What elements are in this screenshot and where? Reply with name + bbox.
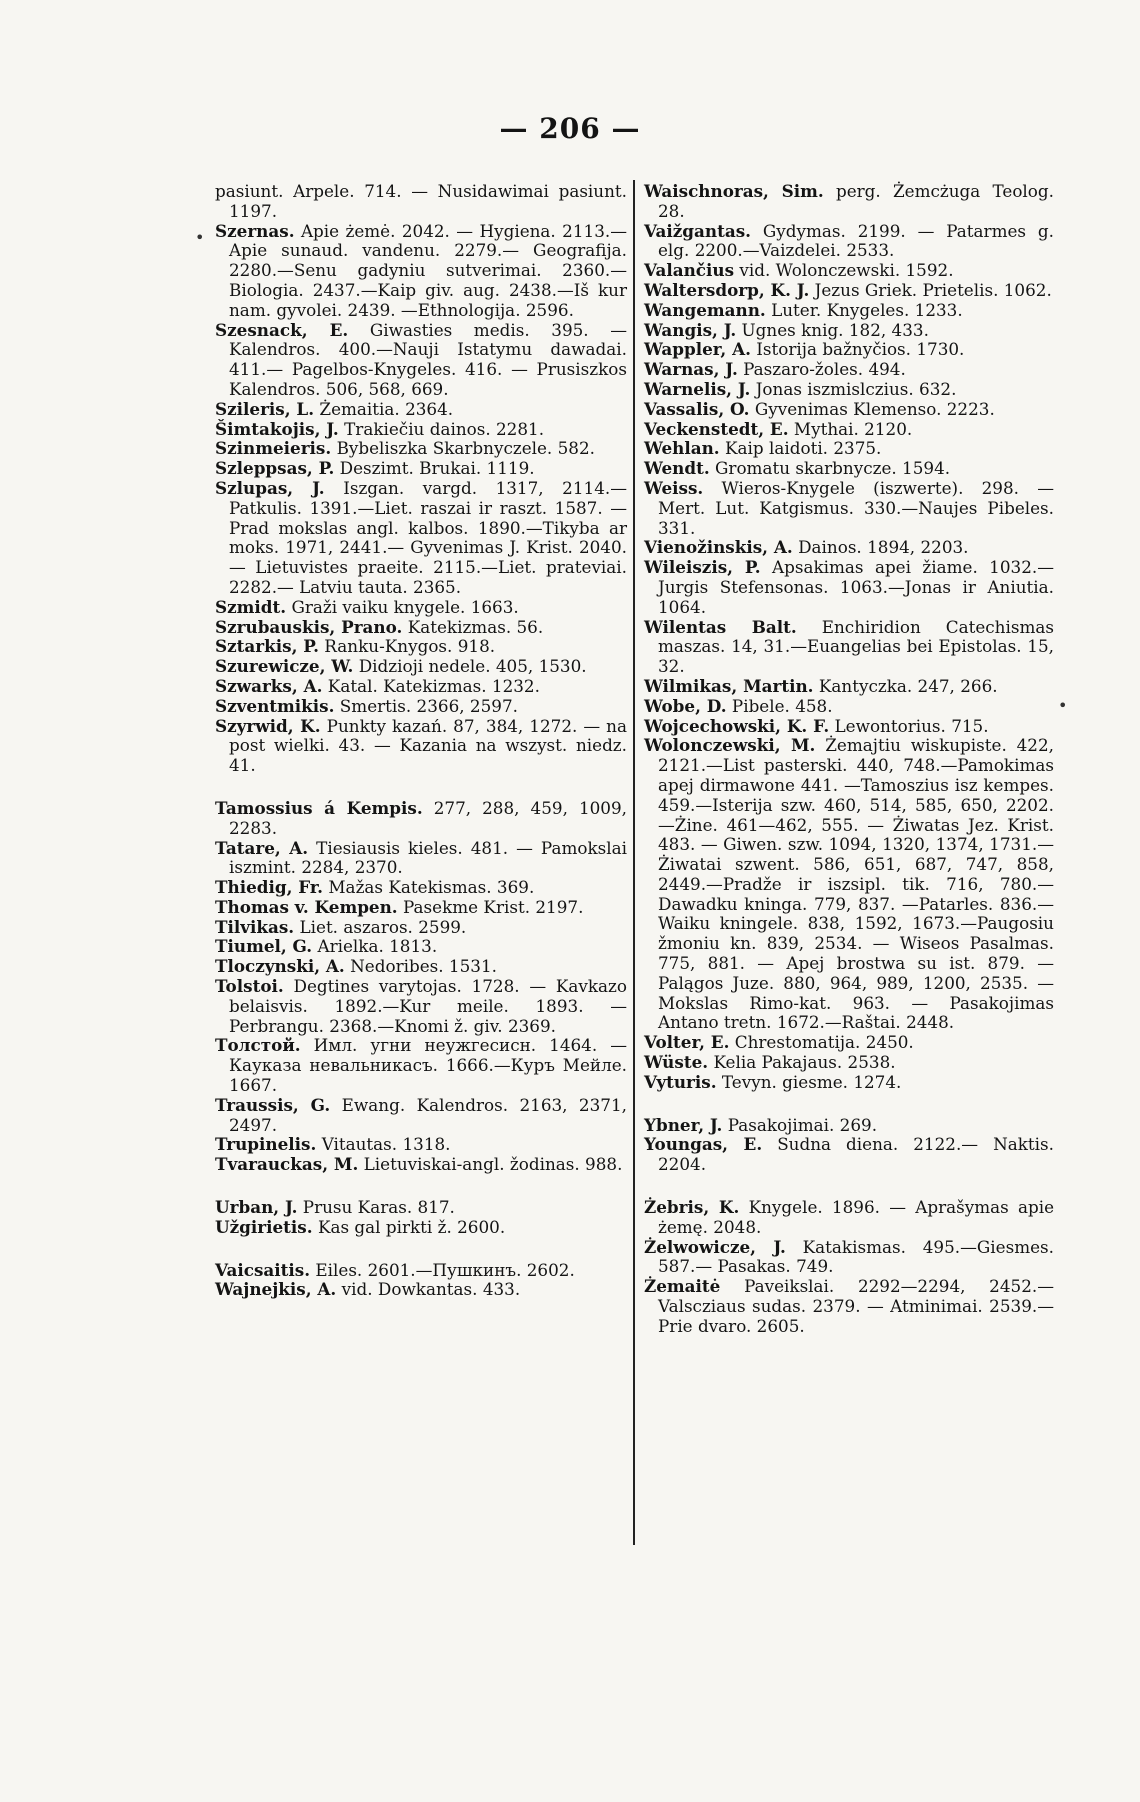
entry-author: Thiedig, Fr. — [215, 877, 324, 898]
entry-author: Vienožinskis, A. — [644, 537, 793, 558]
entry-works: Vitautas. 1318. — [321, 1134, 451, 1155]
index-entry — [215, 839, 627, 879]
index-entry — [644, 538, 1054, 558]
index-entry — [215, 717, 627, 776]
index-entry — [644, 301, 1054, 321]
entry-author: Sztarkis, P. — [215, 636, 319, 657]
section-gap — [215, 776, 627, 799]
index-entry — [215, 937, 627, 957]
index-entry — [215, 439, 627, 459]
entry-works: perg. Żemcżuga Teolog. 28. — [658, 181, 1054, 221]
entry-author: Tiumel, G. — [215, 936, 313, 957]
index-entry — [215, 799, 627, 839]
entry-author: Warnelis, J. — [644, 378, 751, 399]
entry-author: Wilentas Balt. — [644, 616, 797, 637]
entry-author: Wehlan. — [644, 438, 720, 459]
entry-author: Traussis, G. — [215, 1094, 331, 1115]
index-entry — [215, 637, 627, 657]
index-entry — [215, 1135, 627, 1155]
index-entry — [644, 618, 1054, 677]
entry-author: Szrubauskis, Prano. — [215, 616, 403, 637]
section-gap — [644, 1175, 1054, 1198]
entry-works: Lietuviskai-angl. žodinas. 988. — [363, 1154, 623, 1175]
entry-works: Giwasties medis. 395. — Kalendros. 400.—Nauji Istatymu dawadai. 411.— Pagelbos-Knygeles. 416. — Prusiszkos Kalendros. 506, 568, 669. — [229, 319, 627, 399]
entry-author: Weiss. — [644, 477, 704, 498]
entry-author: Wangemann. — [644, 299, 766, 320]
entry-works: Wieros-Knygele (iszwerte). 298. — Mert. Lut. Katgismus. 330.—Naujes Pibeles. 331. — [658, 477, 1054, 538]
entry-author: Wappler, A. — [644, 339, 751, 360]
entry-author: Szmidt. — [215, 596, 287, 617]
index-entry — [215, 1036, 627, 1095]
entry-author: Tamossius á Kempis. — [215, 797, 423, 818]
index-entry — [215, 898, 627, 918]
entry-author: Tvarauckas, M. — [215, 1154, 359, 1175]
entry-works: Paszaro-žoles. 494. — [743, 359, 906, 380]
entry-works: Prusu Karas. 817. — [302, 1197, 455, 1218]
entry-author: Wolonczewski, M. — [644, 735, 816, 756]
index-entry — [644, 400, 1054, 420]
right-column — [644, 182, 1054, 1337]
entry-author: Szlupas, J. — [215, 477, 325, 498]
index-entry — [644, 420, 1054, 440]
index-entry — [215, 697, 627, 717]
index-entry — [215, 977, 627, 1036]
entry-author: Szernas. — [215, 220, 295, 241]
index-entry — [215, 918, 627, 938]
entry-works: Pasekme Krist. 2197. — [403, 896, 584, 917]
index-entry — [644, 1277, 1054, 1336]
entry-author: Wileiszis, P. — [644, 557, 761, 578]
entry-author: Trupinelis. — [215, 1134, 317, 1155]
entry-works: Dainos. 1894, 2203. — [798, 537, 969, 558]
entry-author: Szileris, L. — [215, 398, 315, 419]
index-entry — [644, 182, 1054, 222]
index-entry — [215, 1218, 627, 1238]
index-entry — [644, 321, 1054, 341]
entry-works: Eiles. 2601.—Пушкинъ. 2602. — [315, 1259, 575, 1280]
index-entry — [215, 1280, 627, 1300]
entry-works: Jonas iszmislczius. 632. — [755, 378, 957, 399]
entry-works: Gyvenimas Klemenso. 2223. — [754, 398, 995, 419]
entry-author: Volter, E. — [644, 1032, 730, 1053]
entry-author: Užgirietis. — [215, 1216, 313, 1237]
entry-works: Kantyczka. 247, 266. — [818, 675, 998, 696]
entry-author: Толстой. — [215, 1035, 301, 1056]
section-gap — [215, 1238, 627, 1261]
entry-author: Szleppsas, P. — [215, 458, 335, 479]
left-column — [215, 182, 627, 1300]
entry-works: Istorija bažnyčios. 1730. — [756, 339, 965, 360]
entry-author: Vyturis. — [644, 1071, 717, 1092]
entry-works: Jezus Griek. Prietelis. 1062. — [814, 279, 1052, 300]
index-entry — [644, 479, 1054, 538]
index-entry — [215, 598, 627, 618]
entry-works: Ugnes knig. 182, 433. — [741, 319, 929, 340]
entry-author: Szurewicze, W. — [215, 656, 354, 677]
entry-works: vid. Dowkantas. 433. — [341, 1279, 521, 1300]
entry-works: Lewontorius. 715. — [834, 715, 989, 736]
entry-author: Szventmikis. — [215, 695, 335, 716]
index-entry — [215, 1261, 627, 1281]
entry-works: Tevyn. giesme. 1274. — [721, 1071, 902, 1092]
index-entry — [644, 261, 1054, 281]
index-entry — [215, 400, 627, 420]
index-entry — [644, 340, 1054, 360]
index-entry — [215, 1198, 627, 1218]
entry-author: Waltersdorp, K. J. — [644, 279, 810, 300]
entry-works: Iszgan. vargd. 1317, 2114.— Patkulis. 1391.—Liet. raszai ir raszt. 1587. — Prad mokslas angl. kalbos. 1890.—Tikyba ar moks. 1971, 2441.— Gyvenimas J. Krist. 2040. — Lietuvistes praeite. 2115.—Liet. prateviai. 2282.— Latviu tauta. 2365. — [229, 477, 627, 597]
entry-works: Pibele. 458. — [731, 695, 833, 716]
entry-works: Katal. Katekizmas. 1232. — [327, 675, 540, 696]
entry-author: Wüste. — [644, 1052, 709, 1073]
entry-works: Kaip laidoti. 2375. — [725, 438, 882, 459]
entry-author: Waischnoras, Sim. — [644, 181, 824, 201]
entry-works: Kelia Pakajaus. 2538. — [713, 1052, 896, 1073]
entry-author: Warnas, J. — [644, 359, 738, 380]
entry-works: Didzioji nedele. 405, 1530. — [358, 656, 587, 677]
entry-works: Punkty kazań. 87, 384, 1272. — na post wielki. 43. — Kazania na wszyst. niedz. 41. — [229, 715, 627, 776]
entry-author: Thomas v. Kempen. — [215, 896, 398, 917]
entry-works: 277, 288, 459, 1009, 2283. — [229, 797, 627, 838]
entry-author: Ybner, J. — [644, 1114, 723, 1135]
entry-author: Wangis, J. — [644, 319, 737, 340]
index-entry — [215, 1096, 627, 1136]
index-entry — [215, 182, 627, 222]
entry-author: Šimtakojis, J. — [215, 418, 339, 439]
entry-works: Nedoribes. 1531. — [350, 956, 497, 977]
index-entry — [644, 380, 1054, 400]
index-entry — [644, 1135, 1054, 1175]
index-entry — [215, 657, 627, 677]
entry-works: Luter. Knygeles. 1233. — [771, 299, 963, 320]
entry-author: Vaižgantas. — [644, 220, 751, 241]
index-entry — [215, 957, 627, 977]
entry-works: Żemajtiu wiskupiste. 422, 2121.—List pasterski. 440, 748.—Pamokimas apej dirmawone 441. —Tamoszius isz kempes. 459.—Isterija szw. 460, 514, 585, 650, 2202.—Żine. 461—462, 555. — Żiwatas Jez. Krist. 483. — Giwen. szw. 1094, 1320, 1374, 1731.—Żiwatai szwent. 586, 651, 687, 747, 858, 2449.—Pradže ir iszsipl. tik. 716, 780.—Dawadku kninga. 779, 837. —Patarles. 836.—Waiku kningele. 838, 1592, 1673.—Paugosiu žmoniu kn. 839, 2534. — Wiseos Pasalmas. 775, 881. — Apej brostwa su ist. 879. — Palągos Juze. 880, 964, 989, 1200, 2535. — Mokslas Rimo-kat. 963. — Pasakojimas Antano tretn. 1672.—Raštai. 2448. — [658, 735, 1054, 1033]
entry-works: Pasakojimai. 269. — [727, 1114, 878, 1135]
entry-author: Vassalis, O. — [644, 398, 750, 419]
entry-works: Trakiečiu dainos. 2281. — [344, 418, 545, 439]
entry-works: Żemaitia. 2364. — [319, 398, 454, 419]
entry-author: Żemaitė — [644, 1276, 721, 1297]
index-entry — [644, 736, 1054, 1033]
page-number: — 206 — — [499, 112, 641, 145]
index-entry — [644, 1033, 1054, 1053]
entry-works: Gromatu skarbnycze. 1594. — [715, 458, 951, 479]
entry-works: Gydymas. 2199. — Patarmes g. elg. 2200.—Vaizdelei. 2533. — [658, 220, 1054, 261]
entry-works: Knygele. 1896. — Aprašymas apie żemę. 2048. — [658, 1197, 1054, 1237]
entry-author: Szwarks, A. — [215, 675, 323, 696]
entry-author: Wajnejkis, A. — [215, 1279, 337, 1300]
entry-works: Tiesiausis kieles. 481. — Pamokslai iszmint. 2284, 2370. — [229, 837, 627, 878]
entry-author: Youngas, E. — [644, 1134, 763, 1155]
index-entry — [644, 222, 1054, 262]
section-gap — [644, 1093, 1054, 1116]
index-entry — [215, 222, 627, 321]
entry-works: vid. Wolonczewski. 1592. — [739, 260, 954, 281]
index-entry — [644, 360, 1054, 380]
entry-author: Tilvikas. — [215, 916, 295, 937]
entry-works: Katakismas. 495.—Giesmes. 587.— Pasakas. 749. — [658, 1236, 1054, 1277]
entry-works: Sudna diena. 2122.— Naktis. 2204. — [658, 1134, 1054, 1175]
section-gap — [215, 1175, 627, 1198]
entry-works: Arielka. 1813. — [317, 936, 438, 957]
index-entry — [644, 459, 1054, 479]
entry-works: Degtines varytojas. 1728. — Kavkazo belaisvis. 1892.—Kur meile. 1893. —Perbrangu. 2368.—Knomi ž. giv. 2369. — [229, 976, 627, 1036]
index-entry — [644, 717, 1054, 737]
entry-works: Deszimt. Brukai. 1119. — [339, 458, 535, 479]
index-entry — [215, 321, 627, 400]
index-entry — [215, 878, 627, 898]
index-entry — [644, 558, 1054, 617]
entry-works: Apsakimas apei žiame. 1032.— Jurgis Stefensonas. 1063.—Jonas ir Aniutia. 1064. — [658, 557, 1054, 617]
entry-author: Tloczynski, A. — [215, 956, 345, 977]
margin-dot-mark: • — [195, 228, 205, 247]
entry-works: Mažas Katekismas. 369. — [328, 877, 535, 898]
index-entry — [644, 439, 1054, 459]
entry-works: Имл. угни неужгесисн. 1464. —Кауказа невальникасъ. 1666.—Куръ Мейле. 1667. — [229, 1035, 627, 1096]
entry-author: Valančius — [644, 260, 735, 281]
entry-works: Bybeliszka Skarbnyczele. 582. — [336, 438, 595, 459]
index-entry — [644, 1073, 1054, 1093]
entry-author: Tatare, A. — [215, 837, 309, 858]
entry-author: Urban, J. — [215, 1197, 298, 1218]
entry-works: Katekizmas. 56. — [407, 616, 544, 637]
entry-works: pasiunt. Arpele. 714. — Nusidawimai pasiunt. 1197. — [215, 181, 627, 221]
margin-dot-mark: • — [1058, 696, 1068, 715]
entry-author: Żelwowicze, J. — [644, 1236, 786, 1257]
index-entry — [644, 1198, 1054, 1238]
entry-author: Wojcechowski, K. F. — [644, 715, 830, 736]
index-entry — [215, 618, 627, 638]
entry-works: Mythai. 2120. — [793, 418, 913, 439]
index-entry — [215, 479, 627, 598]
entry-works: Kas gal pirkti ž. 2600. — [317, 1216, 506, 1237]
entry-author: Tolstoi. — [215, 976, 284, 997]
entry-author: Vaicsaitis. — [215, 1259, 311, 1280]
entry-works: Ewang. Kalendros. 2163, 2371, 2497. — [229, 1094, 627, 1135]
entry-works: Chrestomatija. 2450. — [734, 1032, 914, 1053]
index-entry — [215, 1155, 627, 1175]
index-entry — [215, 677, 627, 697]
index-entry — [644, 1053, 1054, 1073]
column-divider — [633, 180, 635, 1545]
entry-author: Szyrwid, K. — [215, 715, 321, 736]
entry-works: Graži vaiku knygele. 1663. — [291, 596, 519, 617]
index-entry — [644, 1116, 1054, 1136]
index-entry — [644, 1238, 1054, 1278]
entry-works: Smertis. 2366, 2597. — [339, 695, 518, 716]
entry-author: Żebris, K. — [644, 1197, 740, 1218]
index-entry — [644, 677, 1054, 697]
entry-author: Szesnack, E. — [215, 319, 349, 340]
entry-works: Liet. aszaros. 2599. — [299, 916, 467, 937]
index-entry — [215, 459, 627, 479]
entry-works: Enchiridion Catechismas maszas. 14, 31.—Euangelias bei Epistolas. 15, 32. — [658, 616, 1054, 677]
entry-author: Veckenstedt, E. — [644, 418, 789, 439]
entry-works: Paveikslai. 2292—2294, 2452.— Valscziaus sudas. 2379. — Atminimai. 2539.—Prie dvaro. 2605. — [658, 1276, 1054, 1336]
entry-works: Apie żemė. 2042. — Hygiena. 2113.—Apie sunaud. vandenu. 2279.— Geografija. 2280.—Senu gadyniu sutverimai. 2360.—Biologia. 2437.—Kaip giv. aug. 2438.—Iš kur nam. gyvolei. 2439. —Ethnologija. 2596. — [229, 220, 627, 320]
entry-author: Wendt. — [644, 458, 710, 479]
entry-author: Wilmikas, Martin. — [644, 675, 814, 696]
index-entry — [215, 420, 627, 440]
index-entry — [644, 697, 1054, 717]
entry-works: Ranku-Knygos. 918. — [324, 636, 496, 657]
index-entry — [644, 281, 1054, 301]
entry-author: Wobe, D. — [644, 695, 727, 716]
entry-author: Szinmeieris. — [215, 438, 332, 459]
